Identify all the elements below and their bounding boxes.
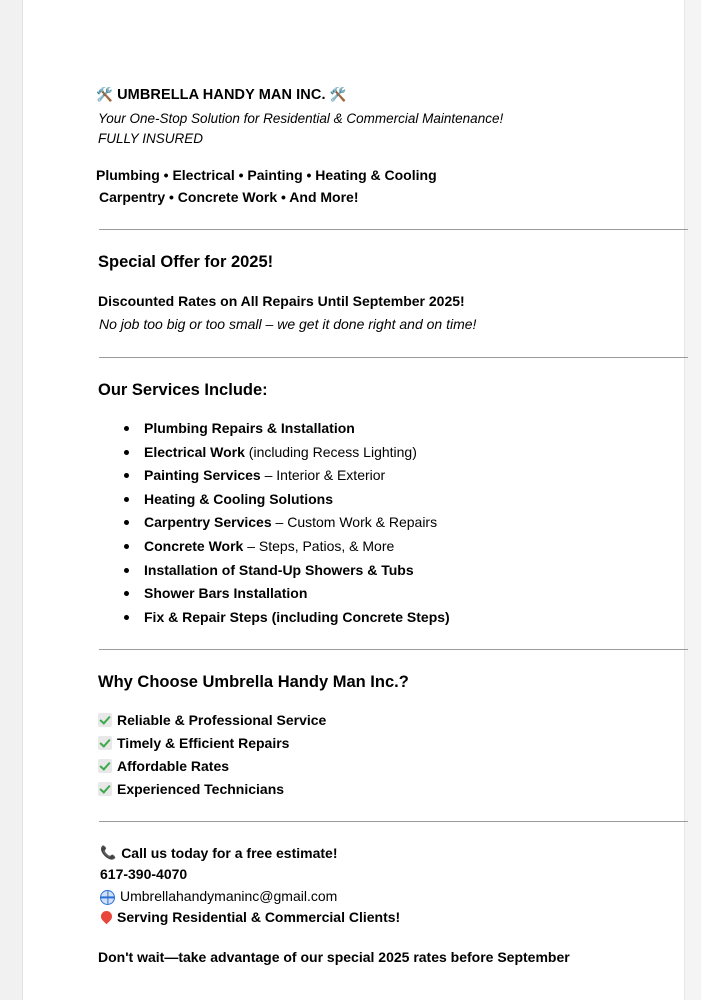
list-item	[98, 780, 690, 799]
check-mark-icon	[98, 736, 112, 750]
list-item	[98, 757, 690, 776]
service-label: Painting Services	[144, 467, 261, 484]
list-item	[120, 537, 690, 556]
service-label: Shower Bars Installation	[144, 585, 308, 602]
service-detail: (including Recess Lighting)	[244, 443, 417, 460]
list-item	[120, 466, 690, 485]
service-label: Fix & Repair Steps (including Concrete Steps)	[144, 608, 450, 625]
serving-text: Serving Residential & Commercial Clients!	[117, 909, 401, 926]
why-choose-label: Affordable Rates	[117, 757, 230, 774]
service-label: Electrical Work	[144, 443, 245, 460]
service-detail: – Steps, Patios, & More	[243, 538, 395, 554]
company-title-line	[96, 86, 690, 106]
why-choose-label: Timely & Efficient Repairs	[117, 734, 290, 751]
why-choose-heading: Why Choose Umbrella Handy Man Inc.?	[98, 672, 409, 691]
hammer-wrench-icon: 🛠️	[329, 87, 347, 102]
service-label: Concrete Work	[144, 538, 244, 554]
fully-insured-note: FULLY INSURED	[98, 131, 204, 147]
list-item	[120, 584, 690, 603]
serving-row	[100, 908, 690, 928]
section-divider	[99, 821, 688, 822]
list-item	[120, 608, 690, 627]
services-heading: Our Services Include:	[98, 380, 268, 399]
service-detail: – Custom Work & Repairs	[271, 514, 438, 531]
trades-line-2: Carpentry • Concrete Work • And More!	[99, 188, 359, 205]
section-divider	[99, 229, 688, 230]
section-divider	[99, 357, 688, 358]
check-mark-icon	[98, 713, 112, 727]
list-item	[120, 443, 690, 462]
check-mark-icon	[98, 782, 112, 796]
services-list	[96, 419, 690, 626]
service-detail: – Interior & Exterior	[260, 467, 386, 484]
check-mark-icon	[98, 759, 112, 773]
why-choose-label: Experienced Technicians	[117, 780, 285, 797]
list-item	[120, 490, 690, 509]
why-choose-label: Reliable & Professional Service	[117, 712, 327, 729]
company-name: UMBRELLA HANDY MAN INC.	[117, 87, 326, 103]
call-to-action-text: Call us today for a free estimate!	[121, 844, 338, 861]
why-choose-list	[98, 711, 690, 799]
hammer-wrench-icon: 🛠️	[96, 87, 113, 102]
service-label: Carpentry Services	[144, 514, 272, 531]
email-address[interactable]: Umbrellahandymaninc@gmail.com	[120, 887, 338, 904]
document-content	[96, 86, 690, 968]
list-item	[120, 419, 690, 438]
service-label: Heating & Cooling Solutions	[144, 490, 333, 507]
service-label: Installation of Stand-Up Showers & Tubs	[144, 561, 414, 578]
globe-icon	[100, 890, 115, 905]
list-item	[120, 561, 690, 580]
location-pin-icon	[99, 909, 115, 925]
email-row	[100, 887, 690, 907]
trades-line-1: Plumbing • Electrical • Painting • Heating & Cooling	[96, 166, 437, 183]
telephone-icon: 📞	[100, 844, 117, 860]
phone-number[interactable]: 617-390-4070	[100, 866, 188, 883]
closing-statement: Don't wait—take advantage of our special 2025 rates before September	[98, 949, 570, 965]
section-divider	[99, 649, 688, 650]
company-tagline: Your One-Stop Solution for Residential & Commercial Maintenance!	[98, 110, 504, 126]
list-item	[120, 513, 690, 532]
call-to-action-row	[100, 844, 690, 864]
special-offer-italic-line: No job too big or too small – we get it done right and on time!	[99, 316, 477, 333]
special-offer-heading: Special Offer for 2025!	[98, 253, 274, 272]
service-label: Plumbing Repairs & Installation	[144, 420, 355, 437]
list-item	[98, 734, 690, 753]
special-offer-bold-line: Discounted Rates on All Repairs Until September 2025!	[98, 292, 465, 309]
list-item	[98, 711, 690, 730]
page-left-margin	[0, 0, 23, 1000]
